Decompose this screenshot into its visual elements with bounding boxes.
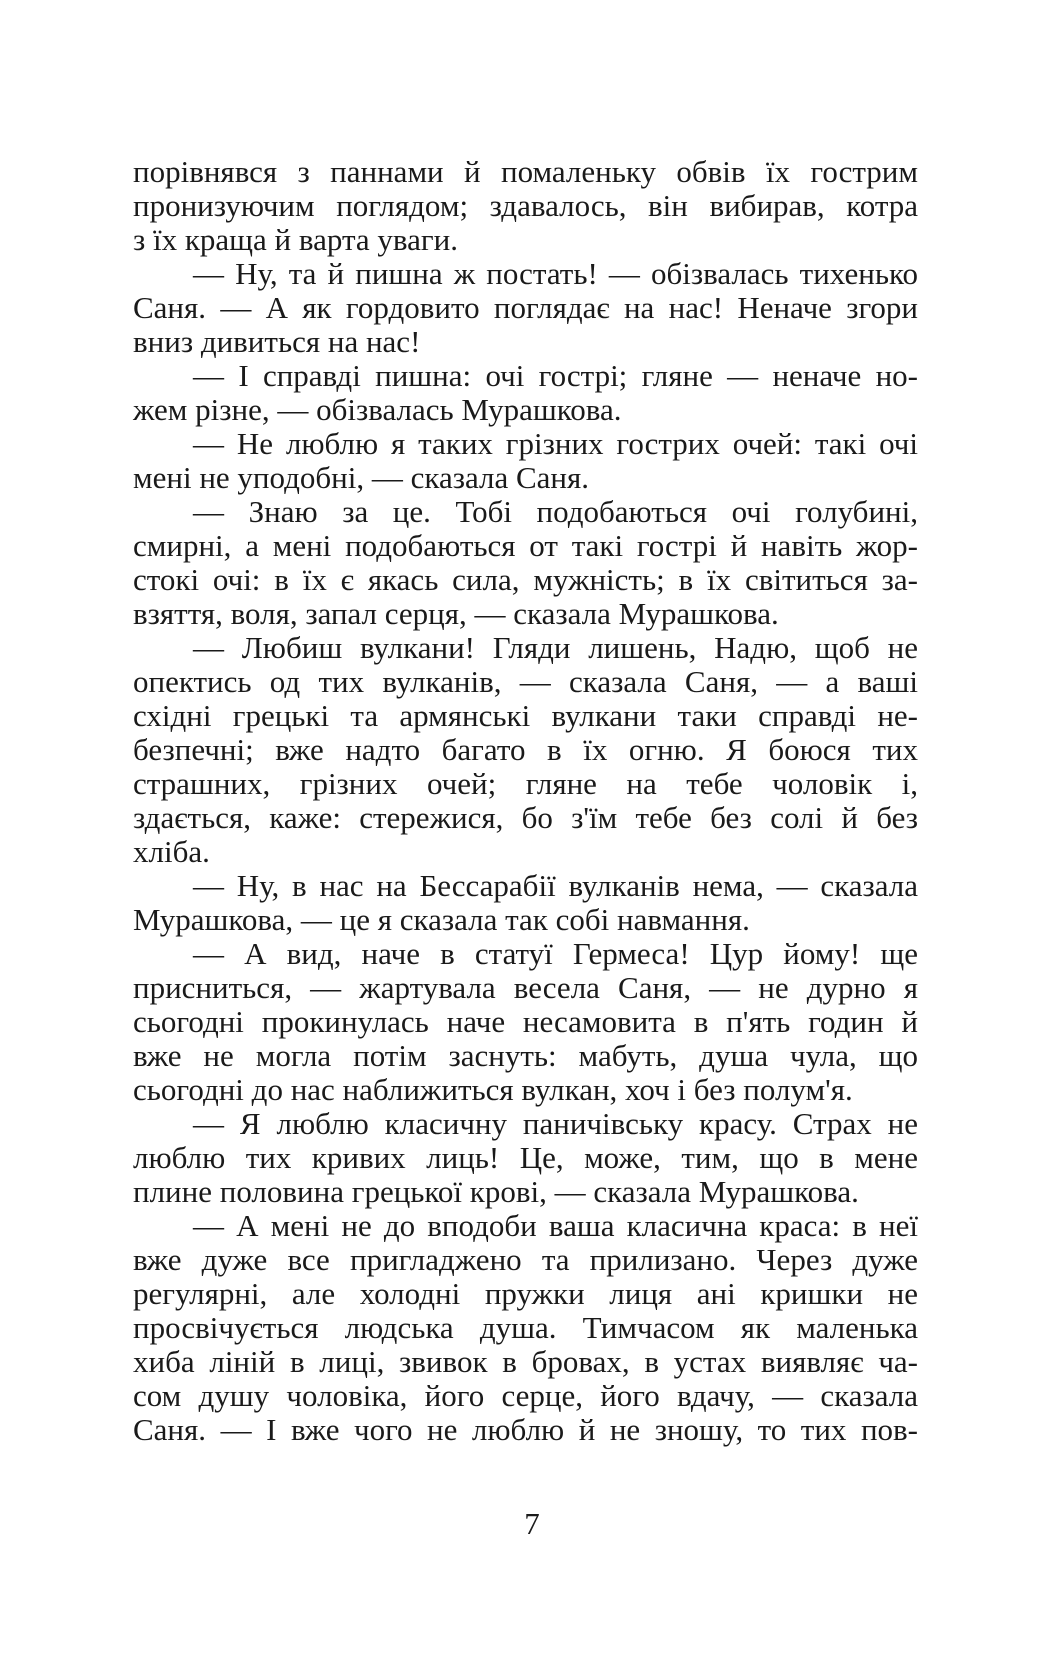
- text-line: Мурашкова, — це я сказала так собі навмання.: [133, 902, 750, 937]
- text-line: просвічується людська душа. Тимчасом як маленька: [133, 1310, 918, 1345]
- text-line: стокі очі: в їх є якась сила, мужність; в їх світиться за-: [133, 562, 918, 597]
- text-line: з їх краща й варта уваги.: [133, 222, 458, 257]
- page-body-text: [133, 155, 918, 1447]
- text-line: Саня. — А як гордовито поглядає на нас! Неначе згори: [133, 290, 918, 325]
- text-line: здається, каже: стережися, бо з'їм тебе без солі й без: [133, 800, 918, 835]
- text-line: — Любиш вулкани! Гляди лишень, Надю, щоб не: [193, 630, 918, 665]
- text-line: — Я люблю класичну паничівську красу. Страх не: [193, 1106, 918, 1141]
- text-line: присниться, — жартувала весела Саня, — не дурно я: [133, 970, 918, 1005]
- text-line: регулярні, але холодні пружки лиця ані кришки не: [133, 1276, 918, 1311]
- text-line: східні грецькі та армянські вулкани таки справді не-: [133, 698, 918, 733]
- text-line: взяття, воля, запал серця, — сказала Мурашкова.: [133, 596, 779, 631]
- text-line: мені не уподобні, — сказала Саня.: [133, 460, 590, 495]
- page-number: 7: [524, 1506, 540, 1541]
- text-line: хиба ліній в лиці, звивок в бровах, в устах виявляє ча-: [133, 1344, 918, 1379]
- text-line: вниз дивиться на нас!: [133, 324, 421, 359]
- text-line: вже дуже все пригладжено та прилизано. Через дуже: [133, 1242, 918, 1277]
- text-line: вже не могла потім заснуть: мабуть, душа чула, що: [133, 1038, 918, 1073]
- text-line: — Ну, в нас на Бессарабії вулканів нема, — сказала: [193, 868, 918, 903]
- text-line: порівнявся з паннами й помаленьку обвів їх гострим: [133, 154, 918, 189]
- text-line: плине половина грецької крові, — сказала Мурашкова.: [133, 1174, 859, 1209]
- text-line: — А вид, наче в статуї Гермеса! Цур йому! ще: [193, 936, 918, 971]
- text-line: жем різне, — обізвалась Мурашкова.: [133, 392, 622, 427]
- text-line: — І справді пишна: очі гострі; гляне — неначе но-: [193, 358, 918, 393]
- text-line: — Знаю за це. Тобі подобаються очі голубині,: [193, 494, 918, 529]
- text-line: смирні, а мені подобаються от такі гострі й навіть жор-: [133, 528, 918, 563]
- text-line: сьогодні до нас наближиться вулкан, хоч і без полум'я.: [133, 1072, 853, 1107]
- text-line: — Ну, та й пишна ж постать! — обізвалась тихенько: [193, 256, 918, 291]
- text-line: опектись од тих вулканів, — сказала Саня, — а ваші: [133, 664, 918, 699]
- text-line: пронизуючим поглядом; здавалось, він вибирав, котра: [133, 188, 918, 223]
- text-line: хліба.: [133, 834, 210, 869]
- text-line: сьогодні прокинулась наче несамовита в п'ять годин й: [133, 1004, 918, 1039]
- text-line: люблю тих кривих лиць! Це, може, тим, що в мене: [133, 1140, 918, 1175]
- text-line: безпечні; вже надто багато в їх огню. Я боюся тих: [133, 732, 918, 767]
- text-line: Саня. — І вже чого не люблю й не зношу, то тих пов-: [133, 1412, 918, 1447]
- text-line: сом душу чоловіка, його серце, його вдачу, — сказала: [133, 1378, 918, 1413]
- text-line: — Не люблю я таких грізних гострих очей: такі очі: [193, 426, 918, 461]
- text-line: — А мені не до вподоби ваша класична краса: в неї: [193, 1208, 918, 1243]
- text-line: страшних, грізних очей; гляне на тебе чоловік і,: [133, 766, 918, 801]
